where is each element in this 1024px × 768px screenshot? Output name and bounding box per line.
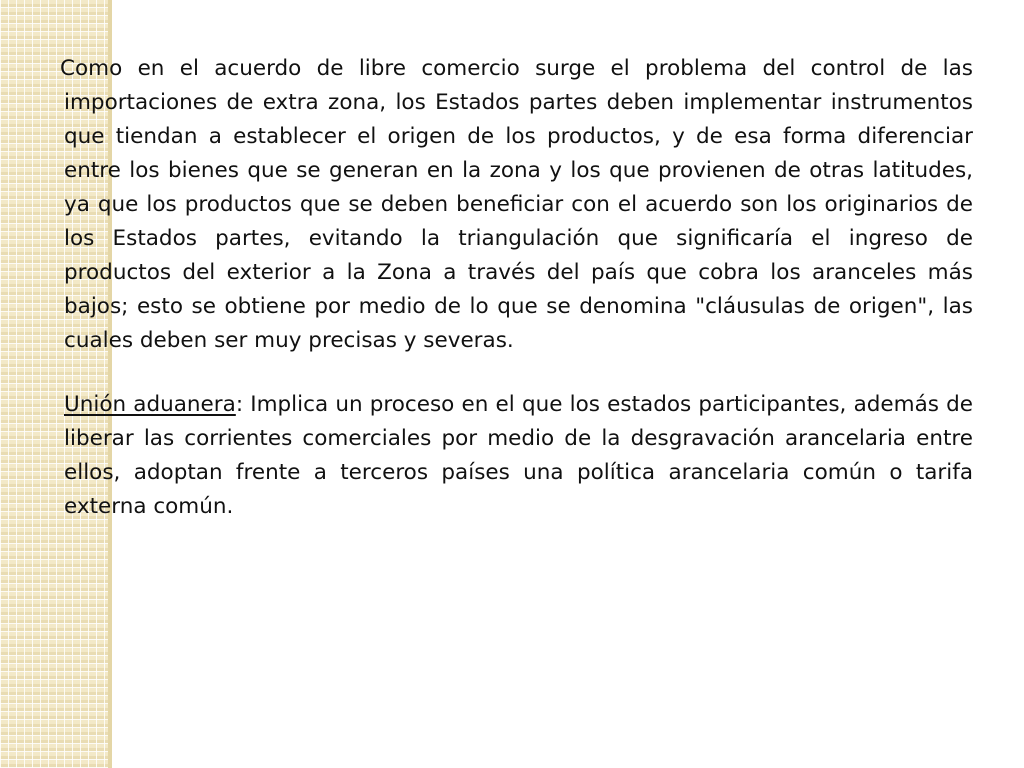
term-separator: : — [235, 392, 244, 417]
paragraph-origin-rules: Como en el acuerdo de libre comercio surge el problema del control de las importaciones de extra zona, los Estados partes deben implementar instrumentos que tiendan a establecer el origen de los productos, y de esa forma diferenciar entre los bienes que se generan en la zona y los que provienen de otras latitudes, ya que los productos que se deben beneficiar con el acuerdo son los originarios de los Estados partes, evitando la triangulación que significaría el ingreso de productos del exterior a la Zona a través del país que cobra los aranceles más bajos; esto se obtiene por medio de lo que se denomina "cláusulas de origen", las cuales deben ser muy precisas y severas. — [60, 56, 973, 353]
paragraph-customs-union — [64, 388, 973, 524]
customs-union-term: Unión aduanera — [64, 392, 236, 417]
slide-content — [60, 52, 974, 524]
customs-union-definition: Implica un proceso en el que los estados participantes, además de liberar las corrientes comerciales por medio de la desgravación arancelaria entre ellos, adoptan frente a terceros países una política arancelaria común o tarifa externa común. — [64, 392, 974, 519]
